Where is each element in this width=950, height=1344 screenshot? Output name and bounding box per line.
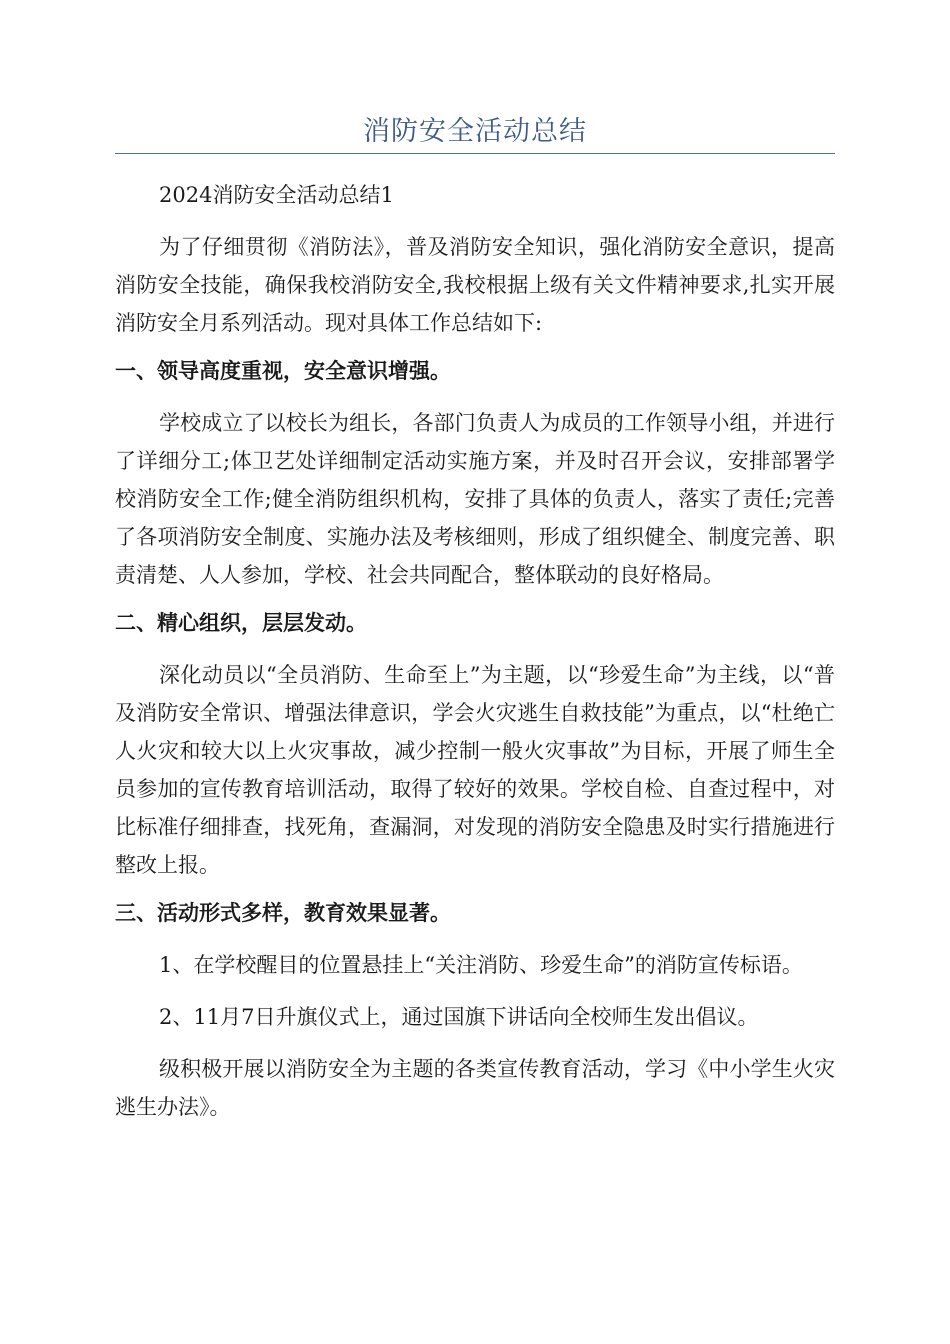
section-2-paragraph-1: 深化动员以“全员消防、生命至上”为主题，以“珍爱生命”为主线，以“普及消防安全常识、增强法律意识，学会火灾逃生自救技能”为重点，以“杜绝亡人火灾和较大以上火灾事故，减少控制一般火灾事故”为目标，开展了师生全员参加的宣传教育培训活动，取得了较好的效果。学校自检、自查过程中，对比标准仔细排查，找死角，查漏洞，对发现的消防安全隐患及时实行措施进行整改上报。 bbox=[115, 663, 835, 877]
document-title: 消防安全活动总结 bbox=[363, 116, 587, 147]
intro-paragraph: 为了仔细贯彻《消防法》，普及消防安全知识，强化消防安全意识，提高消防安全技能，确保我校消防安全,我校根据上级有关文件精神要求,扎实开展消防安全月系列活动。现对具体工作总结如下: bbox=[115, 235, 835, 335]
document-body bbox=[115, 176, 835, 1126]
document-subtitle: 2024消防安全活动总结1 bbox=[159, 183, 394, 207]
section-3-paragraph-3: 级积极开展以消防安全为主题的各类宣传教育活动，学习《中小学生火灾逃生办法》。 bbox=[115, 1057, 835, 1119]
section-heading-2: 二、精心组织，层层发动。 bbox=[115, 611, 367, 635]
section-3-paragraph-2: 2、11月7日升旗仪式上，通过国旗下讲话向全校师生发出倡议。 bbox=[159, 1005, 759, 1029]
title-underline bbox=[115, 153, 835, 154]
section-heading-3: 三、活动形式多样，教育效果显著。 bbox=[115, 901, 451, 925]
section-3-paragraph-1: 1、在学校醒目的位置悬挂上“关注消防、珍爱生命”的消防宣传标语。 bbox=[159, 953, 803, 977]
section-heading-1: 一、领导高度重视，安全意识增强。 bbox=[115, 359, 451, 383]
section-1-paragraph-1: 学校成立了以校长为组长，各部门负责人为成员的工作领导小组，并进行了详细分工;体卫艺处详细制定活动实施方案，并及时召开会议，安排部署学校消防安全工作;健全消防组织机构，安排了具体的负责人，落实了责任;完善了各项消防安全制度、实施办法及考核细则，形成了组织健全、制度完善、职责清楚、人人参加，学校、社会共同配合，整体联动的良好格局。 bbox=[115, 411, 835, 587]
